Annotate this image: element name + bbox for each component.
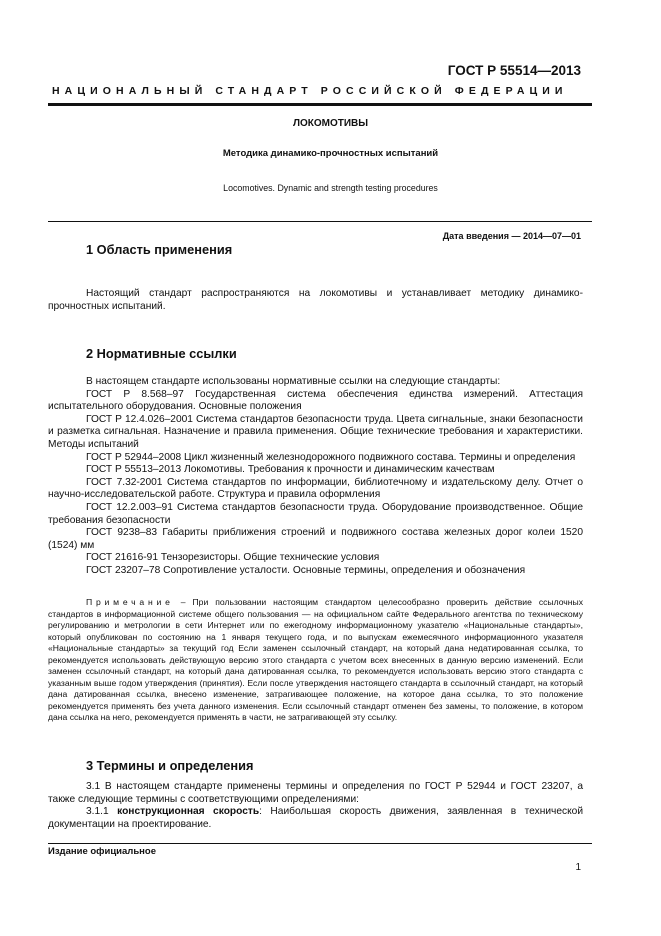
section-1-heading: 1 Область применения xyxy=(86,242,233,257)
reference-item: ГОСТ 23207–78 Сопротивление усталости. Основные термины, определения и обозначения xyxy=(86,564,526,576)
introduction-date: Дата введения — 2014—07—01 xyxy=(442,231,581,241)
section-2-heading: 2 Нормативные ссылки xyxy=(86,346,237,361)
normative-references xyxy=(48,376,583,578)
reference-item: ГОСТ Р 52944–2008 Цикл жизненный железнодорожного подвижного состава. Термины и определения xyxy=(86,451,576,463)
term-text: : Наибольшая скорость движения, заявленная в технической документации на проектирование. xyxy=(48,806,584,830)
term-name: конструкционная скорость xyxy=(117,806,260,817)
reference-item: ГОСТ 12.2.003–91 Система стандартов безопасности труда. Оборудование производственное. Общие требования безопасности xyxy=(48,501,583,526)
reference-item: ГОСТ Р 55513–2013 Локомотивы. Требования к прочности и динамическим качествам xyxy=(86,464,495,476)
header-divider xyxy=(48,103,592,106)
reference-item: ГОСТ Р 8.568–97 Государственная система обеспечения единства измерений. Аттестация испытательного оборудования. Основные положения xyxy=(48,388,583,413)
note-label: Примечание xyxy=(86,597,174,607)
reference-item: ГОСТ 21616-91 Тензорезисторы. Общие технические условия xyxy=(86,552,380,564)
document-subtitle: Методика динамико-прочностных испытаний xyxy=(222,148,439,159)
references-note xyxy=(48,597,583,724)
term-number: 3.1.1 xyxy=(86,806,118,817)
page-number: 1 xyxy=(575,862,581,873)
note-text: – При пользовании настоящим стандартом целесообразно проверить действие ссылочных стандартов в информационной системе общего пользования — на официальном сайте Федерального агентства по техническому регулированию и метрологии в сети Интернет или по ежегодному информационному указателю «Национальные стандарты», который опубликован по состоянию на 1 января текущего года, и по выпускам ежемесячного информационного указателя «Национальные стандарты» за текущий год Если заменен ссылочный стандарт, на который дана недатированная ссылка, то рекомендуется использовать действующую версию этого стандарта с учетом всех внесенных в данную версию изменений. Если заменен ссылочный стандарт, на который дана датированная ссылка, то рекомендуется использовать версию этого стандарта с указанным выше годом утверждения (принятия). Если после утверждения настоящего стандарта в ссылочный стандарт, на который дана датированная ссылка, внесено изменение, затрагивающее положение, на которое дана ссылка, то это положение рекомендуется применять без учета данного изменения. Если ссылочный стандарт отменен без замены, то положение, в котором дана ссылка на него, рекомендуется применять в части, не затрагивающей эту ссылку. xyxy=(48,597,583,722)
document-title: ЛОКОМОТИВЫ xyxy=(292,118,369,129)
references-intro: В настоящем стандарте использованы нормативные ссылки на следующие стандарты: xyxy=(86,376,501,387)
reference-item: ГОСТ 7.32-2001 Система стандартов по информации, библиотечному и издательскому делу. Отчет о научно-исследовательской работе. Структура и правила оформления xyxy=(48,476,583,501)
document-code: ГОСТ Р 55514—2013 xyxy=(447,63,581,78)
section-1-text: Настоящий стандарт распространяются на локомотивы и устанавливает методику динамико-прочностных испытаний. xyxy=(48,288,583,312)
reference-item: ГОСТ 9238–83 Габариты приближения строений и подвижного состава железных дорог колеи 1520 (1524) мм xyxy=(48,527,583,551)
section-3-paragraph: 3.1 В настоящем стандарте применены термины и определения по ГОСТ Р 52944 и ГОСТ 23207, а также следующие термины с соответствующими определениями: xyxy=(48,781,583,805)
footer-divider xyxy=(48,843,592,844)
section-3-heading: 3 Термины и определения xyxy=(86,758,254,773)
term-definition xyxy=(48,806,583,831)
reference-item: ГОСТ Р 12.4.026–2001 Система стандартов безопасности труда. Цвета сигнальные, знаки безопасности и разметка сигнальная. Назначение и правила применения. Общие технические требования и характеристики. Методы испытаний xyxy=(48,413,583,450)
official-edition-label: Издание официальное xyxy=(48,846,156,857)
standard-line: НАЦИОНАЛЬНЫЙ СТАНДАРТ РОССИЙСКОЙ ФЕДЕРАЦИИ xyxy=(52,85,568,97)
title-divider xyxy=(48,221,592,222)
english-title: Locomotives. Dynamic and strength testing procedures xyxy=(223,183,438,193)
